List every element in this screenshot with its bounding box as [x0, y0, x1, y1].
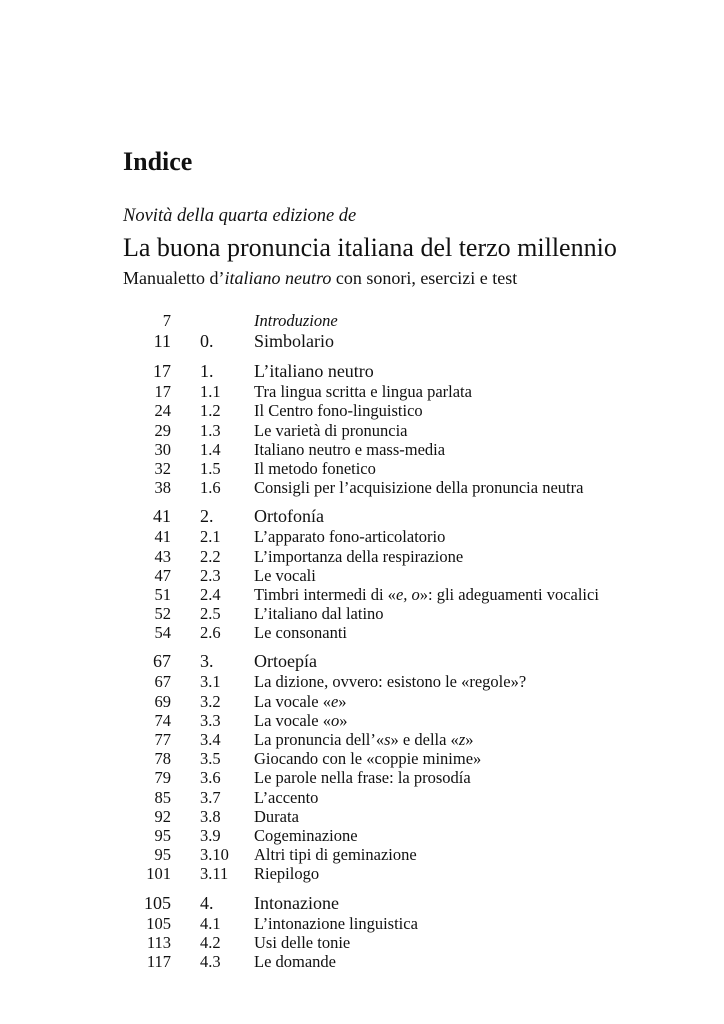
toc-section-number: 3.3 [200, 710, 221, 730]
toc-entry [0, 650, 724, 672]
toc-entry [0, 692, 724, 711]
toc-entry [0, 311, 724, 330]
toc-page-number: 38 [154, 478, 171, 498]
toc-section-number: 3.5 [200, 749, 221, 769]
toc-section-title: La vocale «o» [254, 710, 348, 730]
book-subtitle [123, 266, 517, 290]
toc-page-number: 67 [154, 672, 171, 692]
toc-page-number: 67 [153, 651, 171, 672]
toc-section-number: 3.11 [200, 864, 229, 884]
toc-section-number: 3.7 [200, 787, 221, 807]
subtitle-italic: italiano neutro [224, 268, 332, 288]
toc-section-number: 4. [200, 892, 214, 913]
toc-section-title: Le varietà di pronuncia [254, 420, 408, 440]
toc-entry [0, 527, 724, 546]
toc-page-number: 47 [154, 565, 171, 585]
toc-entry [0, 845, 724, 864]
toc-section-title: Le vocali [254, 565, 316, 585]
toc-entry [0, 864, 724, 883]
book-title: La buona pronuncia italiana del terzo millennio [123, 233, 617, 262]
toc-section-title: Usi delle tonie [254, 932, 351, 952]
toc-entry [0, 768, 724, 787]
toc-page-number: 69 [154, 691, 171, 711]
toc-page-number: 11 [153, 331, 171, 352]
toc-section-number: 1.4 [200, 439, 221, 459]
toc-page-number: 95 [154, 825, 171, 845]
page-title: Indice [123, 147, 193, 176]
toc-entry [0, 459, 724, 478]
toc-page-number: 51 [154, 584, 171, 604]
toc-page-number: 85 [154, 787, 171, 807]
toc-entry [0, 330, 724, 352]
toc-section-number: 2.6 [200, 623, 221, 643]
toc-page-number: 43 [154, 546, 171, 566]
toc-entry [0, 914, 724, 933]
toc-section-title: Tra lingua scritta e lingua parlata [254, 382, 472, 402]
toc-page-number: 17 [153, 361, 171, 382]
subtitle-suffix: con sonori, esercizi e test [331, 268, 518, 288]
toc-section-number: 3.2 [200, 691, 221, 711]
toc-section-number: 4.2 [200, 932, 221, 952]
toc-section-title: L’apparato fono-articolatorio [254, 527, 446, 547]
table-of-contents [0, 311, 724, 971]
edition-note: Novità della quarta edizione de [123, 206, 357, 226]
toc-section-number: 0. [200, 331, 214, 352]
toc-section-title: La vocale «e» [254, 691, 347, 711]
toc-page-number: 30 [154, 439, 171, 459]
toc-section-title: Cogeminazione [254, 825, 358, 845]
toc-entry [0, 547, 724, 566]
toc-section-number: 1.6 [200, 478, 221, 498]
toc-section-title: La dizione, ovvero: esistono le «regole»? [254, 672, 527, 692]
toc-section-title: Le parole nella frase: la prosodía [254, 768, 471, 788]
toc-page-number: 54 [154, 623, 171, 643]
toc-page-number: 92 [154, 806, 171, 826]
toc-page-number: 77 [154, 730, 171, 749]
toc-section-number: 2.4 [200, 584, 221, 604]
toc-page-number: 79 [154, 768, 171, 788]
toc-section-title: L’italiano neutro [254, 361, 374, 382]
toc-section-title: Il metodo fonetico [254, 458, 376, 478]
toc-section-title: Il Centro fono-linguistico [254, 401, 423, 421]
toc-entry [0, 585, 724, 604]
toc-section-number: 3.1 [200, 672, 221, 692]
toc-section-number: 2.1 [200, 527, 221, 547]
toc-section-number: 1.3 [200, 420, 221, 440]
toc-section-title: Giocando con le «coppie minime» [254, 749, 482, 769]
toc-section-number: 2. [200, 506, 214, 527]
toc-section-number: 3.4 [200, 730, 221, 749]
toc-page-number: 95 [154, 845, 171, 865]
toc-entry [0, 440, 724, 459]
toc-section-number: 3.8 [200, 806, 221, 826]
toc-entry [0, 788, 724, 807]
toc-section-title: Consigli per l’acquisizione della pronuncia neutra [254, 478, 584, 498]
toc-entry [0, 952, 724, 971]
toc-section-number: 2.3 [200, 565, 221, 585]
toc-page-number: 32 [154, 458, 171, 478]
toc-section-number: 4.1 [200, 913, 221, 933]
toc-section-title: Le consonanti [254, 623, 348, 643]
toc-section-title: Timbri intermedi di «e, o»: gli adeguamenti vocalici [254, 584, 599, 604]
toc-page-number: 41 [154, 527, 171, 547]
toc-entry [0, 672, 724, 691]
toc-section-number: 1.1 [200, 382, 221, 402]
toc-entry [0, 807, 724, 826]
toc-entry [0, 566, 724, 585]
toc-page-number: 117 [146, 951, 171, 971]
toc-page-number: 105 [144, 892, 171, 913]
toc-section-title: Introduzione [254, 311, 338, 330]
toc-entry [0, 933, 724, 952]
toc-section-title: Le domande [254, 951, 337, 971]
toc-page-number: 78 [154, 749, 171, 769]
subtitle-prefix: Manualetto d’ [123, 268, 225, 288]
toc-section-number: 1. [200, 361, 214, 382]
toc-section-title: La pronuncia dell’«s» e della «z» [254, 730, 474, 749]
toc-section-number: 2.5 [200, 604, 221, 624]
toc-page-number: 29 [154, 420, 171, 440]
toc-page-number: 52 [154, 604, 171, 624]
toc-entry [0, 505, 724, 527]
toc-section-title: L’intonazione linguistica [254, 913, 418, 933]
toc-section-title: Ortofonía [254, 506, 324, 527]
toc-page-number: 101 [146, 864, 171, 884]
toc-entry [0, 826, 724, 845]
toc-page-number: 113 [146, 932, 171, 952]
toc-section-title: Ortoepía [254, 651, 317, 672]
toc-section-number: 3. [200, 651, 214, 672]
toc-entry [0, 421, 724, 440]
toc-entry [0, 892, 724, 914]
toc-section-title: Durata [254, 806, 299, 826]
toc-page-number: 41 [153, 506, 171, 527]
toc-page-number: 17 [154, 382, 171, 402]
toc-section-title: Riepilogo [254, 864, 320, 884]
toc-entry [0, 711, 724, 730]
toc-entry [0, 604, 724, 623]
toc-section-number: 3.10 [200, 845, 229, 865]
toc-section-title: L’importanza della respirazione [254, 546, 464, 566]
toc-entry [0, 382, 724, 401]
toc-section-number: 2.2 [200, 546, 221, 566]
toc-section-number: 4.3 [200, 951, 221, 971]
toc-section-title: Altri tipi di geminazione [254, 845, 417, 865]
toc-page-number: 105 [146, 913, 171, 933]
toc-entry [0, 749, 724, 768]
toc-page-number: 7 [162, 311, 171, 330]
toc-section-number: 3.9 [200, 825, 221, 845]
toc-section-number: 1.2 [200, 401, 221, 421]
toc-entry [0, 401, 724, 420]
toc-section-title: Simbolario [254, 331, 334, 352]
toc-entry [0, 623, 724, 642]
toc-section-number: 3.6 [200, 768, 221, 788]
toc-section-title: Italiano neutro e mass-media [254, 439, 446, 459]
toc-section-number: 1.5 [200, 458, 221, 478]
toc-entry [0, 730, 724, 749]
toc-section-title: L’italiano dal latino [254, 604, 384, 624]
toc-section-title: Intonazione [254, 892, 339, 913]
toc-page-number: 74 [154, 710, 171, 730]
toc-entry [0, 478, 724, 497]
toc-entry [0, 360, 724, 382]
toc-section-title: L’accento [254, 787, 319, 807]
toc-page-number: 24 [154, 401, 171, 421]
